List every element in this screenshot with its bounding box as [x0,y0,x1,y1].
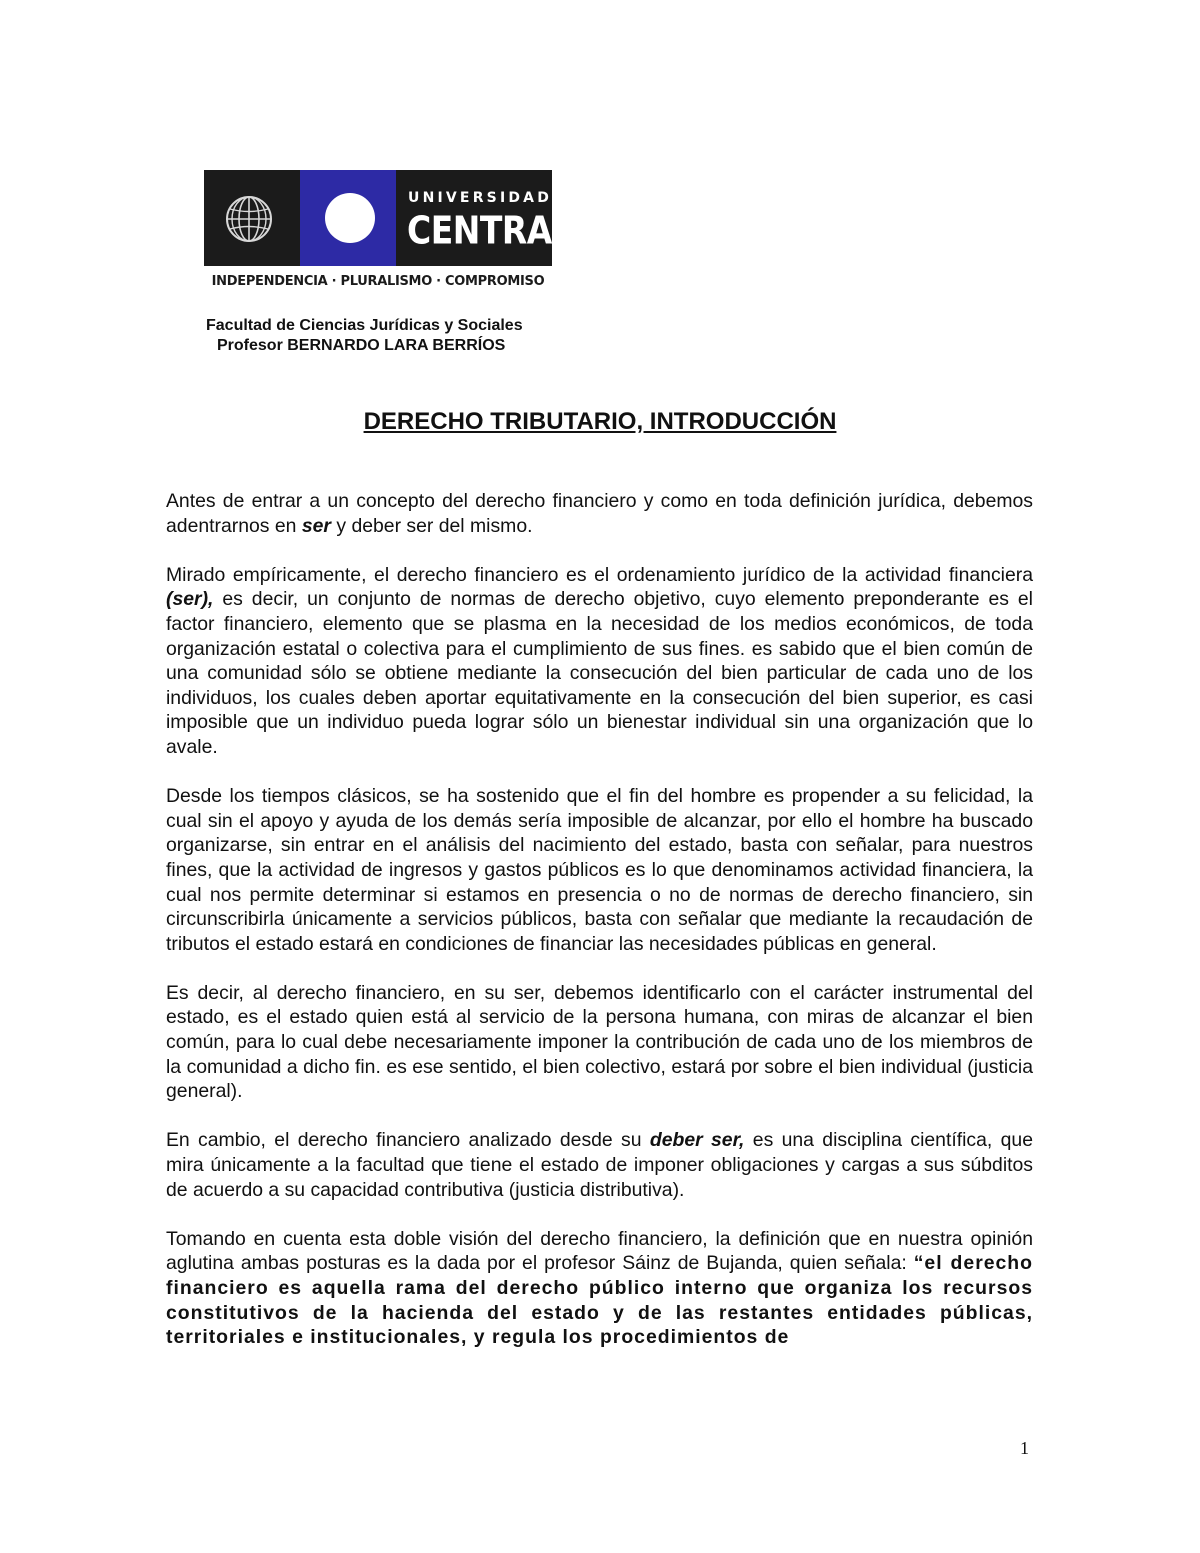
document-body [166,489,1033,1350]
globe-icon [224,194,274,244]
paragraph-5-text-a: En cambio, el derecho financiero analizado desde su [166,1129,650,1152]
logo-universidad-text: UNIVERSIDAD [408,190,553,206]
definition-quote: “el derecho financiero es aquella rama del derecho público interno que organiza los recursos constitutivos de la hacienda del estado y de las restantes entidades públicas, territoriales e institucionales, y regula los procedimientos de [166,1252,1033,1349]
paragraph-2 [166,563,1033,760]
page-number: 1 [1020,1438,1029,1458]
universidad-central-logo [204,170,573,298]
paragraph-2-text-a: Mirado empíricamente, el derecho financiero es el ordenamiento jurídico de la actividad financiera [166,563,1033,586]
paragraph-4: Es decir, al derecho financiero, en su ser, debemos identificarlo con el carácter instrumental del estado, es el estado quien está al servicio de la persona humana, con miras de alcanzar el bien común, para lo cual debe necesariamente imponer la contribución de cada uno de los miembros de la comunidad a dicho fin. es ese sentido, el bien colectivo, estará por sobre el bien individual (justicia general). [166,981,1033,1103]
paragraph-2-text-c: es decir, un conjunto de normas de derecho objetivo, cuyo elemento preponderante es el factor financiero, elemento que se plasma en la necesidad de los medios económicos, de toda organización estatal o colectiva para el cumplimiento de sus fines. es sabido que el bien común de una comunidad sólo se obtiene mediante la consecución del bien particular de cada uno de los individuos, los cuales deben aportar equitativamente en la consecución del bien superior, es casi imposible que un individuo pueda lograr sólo un bienestar individual sin una organización que lo avale. [166,588,1033,758]
paragraph-1-text-c: y deber ser del mismo. [330,514,533,537]
paragraph-1-text-a: Antes de entrar a un concepto del derecho financiero y como en toda definición jurídica, debemos adentrarnos en [166,490,1033,537]
paragraph-5 [166,1128,1033,1202]
logo-white-circle [325,193,375,243]
paragraph-3: Desde los tiempos clásicos, se ha sostenido que el fin del hombre es propender a su felicidad, la cual sin el apoyo y ayuda de los demás sería imposible de alcanzar, por ello el hombre ha buscado organizarse, sin entrar en el análisis del nacimiento del estado, basta con señalar, para nuestros fines, que la actividad de ingresos y gastos públicos es lo que denominamos actividad financiera, la cual nos permite determinar si estamos en presencia o no de normas de derecho financiero, sin circunscribirla únicamente a servicios públicos, basta con señalar que mediante la recaudación de tributos el estado estará en condiciones de financiar las necesidades públicas en general. [166,785,1033,955]
logo-central-text: CENTRAL [407,208,573,253]
logo-motto: INDEPENDENCIA · PLURALISMO · COMPROMISO [204,266,552,298]
professor-name: Profesor BERNARDO LARA BERRÍOS [217,337,506,354]
paragraph-1 [166,489,1033,538]
paragraph-5-text-c: es una disciplina científica, que mira únicamente a la facultad que tiene el estado de imponer obligaciones y cargas a sus súbditos de acuerdo a su capacidad contributiva (justicia distributiva). [166,1129,1033,1201]
paragraph-6 [166,1227,1033,1350]
document-title: DERECHO TRIBUTARIO, INTRODUCCIÓN [363,408,837,435]
faculty-name: Facultad de Ciencias Jurídicas y Sociales [206,317,523,334]
paragraph-6-text-a: Tomando en cuenta esta doble visión del derecho financiero, la definición que en nuestra opinión aglutina ambas posturas es la dada por el profesor Sáinz de Bujanda, quien señala: [166,1227,1033,1275]
paragraph-2-emphasis: (ser), [166,588,214,611]
paragraph-1-emphasis: ser [301,514,331,537]
paragraph-5-emphasis: deber ser, [649,1129,745,1152]
